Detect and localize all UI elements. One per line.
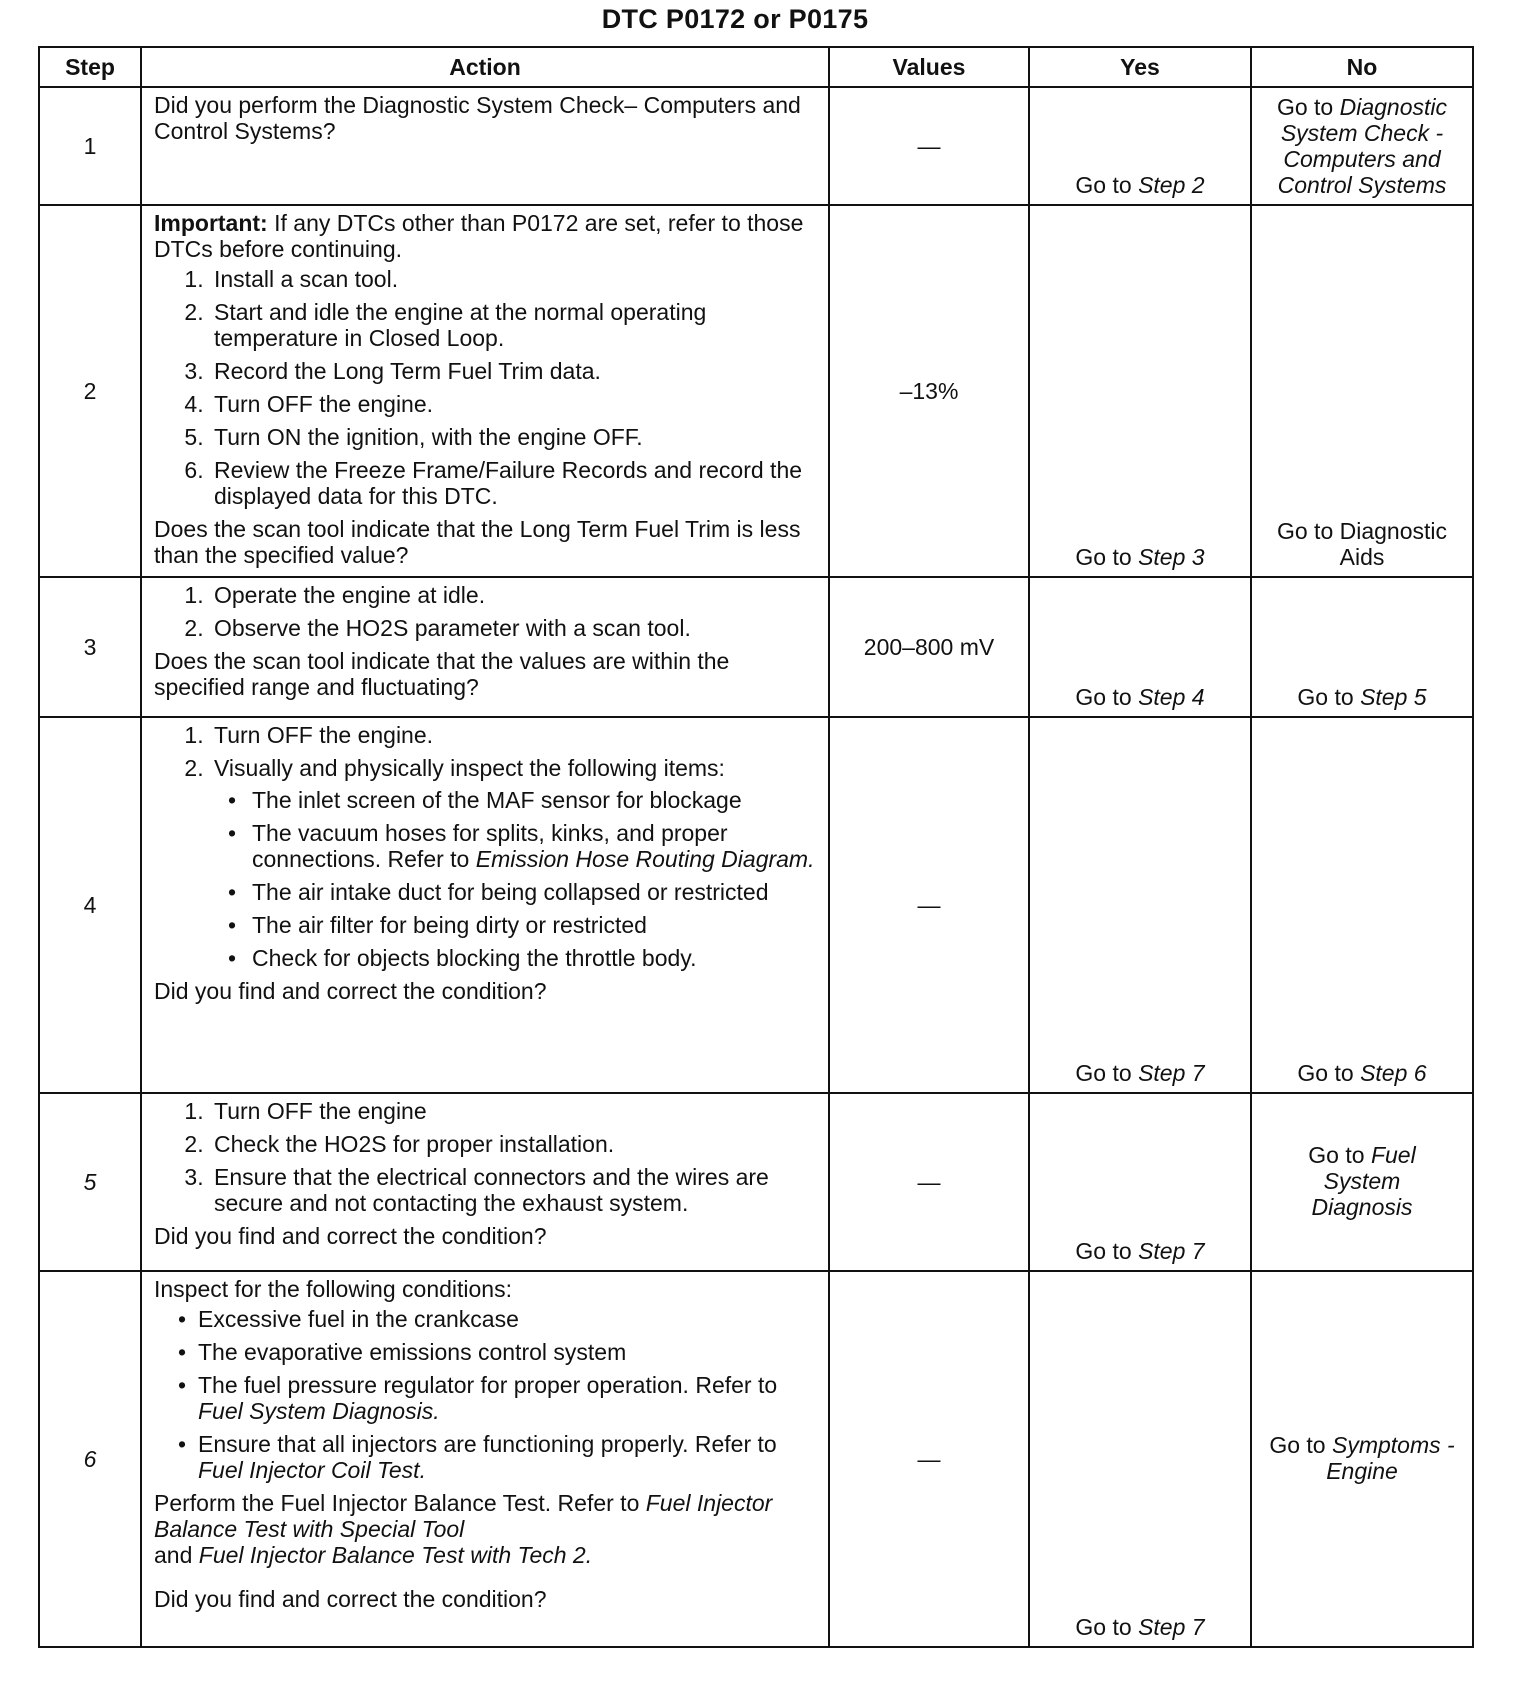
- value-cell: —: [829, 1271, 1029, 1647]
- header-no: No: [1251, 47, 1473, 87]
- step-number: 1: [39, 87, 141, 205]
- no-cell: [1251, 1271, 1473, 1647]
- table-row-step-3: [39, 577, 1473, 717]
- inspection-item: [248, 787, 820, 813]
- no-prefix: Go to: [1297, 684, 1361, 710]
- yes-cell: [1029, 1093, 1251, 1271]
- no-link[interactable]: Go to Diagnostic Aids: [1276, 518, 1448, 570]
- no-cell: [1251, 87, 1473, 205]
- yes-cell: [1029, 577, 1251, 717]
- reference-link[interactable]: Fuel Injector Coil Test.: [198, 1457, 426, 1483]
- no-link[interactable]: Step 6: [1360, 1060, 1427, 1086]
- yes-link[interactable]: Step 3: [1138, 544, 1205, 570]
- reference-link[interactable]: Fuel Injector Balance Test with Special Tool: [154, 1490, 773, 1542]
- no-link[interactable]: Fuel System Diagnosis: [1311, 1142, 1416, 1220]
- condition-item: [198, 1372, 820, 1424]
- action-question: Did you find and correct the condition?: [154, 978, 547, 1004]
- action-cell: [141, 87, 829, 205]
- step-number: 6: [39, 1271, 141, 1647]
- action-step: 5. Turn ON the ignition, with the engine OFF.: [210, 424, 820, 450]
- yes-prefix: Go to: [1075, 544, 1139, 570]
- yes-prefix: Go to: [1075, 1060, 1139, 1086]
- inspection-list: [214, 787, 820, 971]
- yes-cell: [1029, 205, 1251, 577]
- important-note: [154, 210, 820, 262]
- action-step: 6. Review the Freeze Frame/Failure Records and record the displayed data for this DTC.: [210, 457, 820, 509]
- step-number: 4: [39, 717, 141, 1093]
- yes-prefix: Go to: [1075, 1238, 1139, 1264]
- action-intro: Inspect for the following conditions:: [154, 1276, 512, 1302]
- condition-text: Ensure that all injectors are functioning properly. Refer to: [198, 1431, 777, 1457]
- no-link[interactable]: Step 5: [1360, 684, 1427, 710]
- table-row-step-1: [39, 87, 1473, 205]
- inspection-item: [248, 879, 820, 905]
- perform-text: Perform the Fuel Injector Balance Test. Refer to: [154, 1490, 646, 1516]
- inspection-item: [248, 912, 820, 938]
- header-action: Action: [141, 47, 829, 87]
- yes-cell: [1029, 1271, 1251, 1647]
- yes-prefix: Go to: [1075, 1614, 1139, 1640]
- value-cell: —: [829, 717, 1029, 1093]
- yes-prefix: Go to: [1075, 684, 1139, 710]
- inspection-item: [248, 945, 820, 971]
- no-cell: [1251, 1093, 1473, 1271]
- reference-link[interactable]: Emission Hose Routing Diagram.: [475, 846, 815, 872]
- action-step: [210, 755, 820, 971]
- action-cell: [141, 1093, 829, 1271]
- action-question: Does the scan tool indicate that the values are within the specified range and fluctuating?: [154, 648, 730, 700]
- reference-link[interactable]: Fuel Injector Balance Test with Tech 2.: [198, 1542, 593, 1568]
- yes-prefix: Go to: [1075, 172, 1139, 198]
- step-number: 2: [39, 205, 141, 577]
- action-step-text: Visually and physically inspect the following items:: [214, 755, 725, 781]
- value-cell: —: [829, 1093, 1029, 1271]
- header-row: [39, 47, 1473, 87]
- action-step: 4. Turn OFF the engine.: [210, 391, 820, 417]
- no-prefix: Go to: [1269, 1432, 1332, 1458]
- value-cell: —: [829, 87, 1029, 205]
- action-cell: [141, 1271, 829, 1647]
- action-step: 2. Observe the HO2S parameter with a scan tool.: [210, 615, 820, 641]
- header-step: Step: [39, 47, 141, 87]
- action-step: 1. Turn OFF the engine.: [210, 722, 820, 748]
- action-question: Did you perform the Diagnostic System Check– Computers and Control Systems?: [154, 92, 801, 144]
- no-link[interactable]: Symptoms - Engine: [1326, 1432, 1455, 1484]
- table-row-step-4: [39, 717, 1473, 1093]
- action-steps: [154, 266, 820, 509]
- condition-item: [198, 1339, 820, 1365]
- action-steps: [154, 582, 820, 641]
- action-question: Did you find and correct the condition?: [154, 1223, 547, 1249]
- no-link[interactable]: Diagnostic System Check - Computers and Control Systems: [1277, 94, 1448, 198]
- perform-instruction: [154, 1490, 820, 1568]
- condition-item: [198, 1431, 820, 1483]
- inspection-text: The air intake duct for being collapsed or restricted: [252, 879, 769, 905]
- inspection-text: The air filter for being dirty or restricted: [252, 912, 647, 938]
- spacer: [154, 1568, 820, 1586]
- yes-link[interactable]: Step 7: [1138, 1614, 1205, 1640]
- condition-item: [198, 1306, 820, 1332]
- header-yes: Yes: [1029, 47, 1251, 87]
- action-cell: [141, 205, 829, 577]
- action-question: Does the scan tool indicate that the Long Term Fuel Trim is less than the specified value?: [154, 516, 801, 568]
- yes-cell: [1029, 87, 1251, 205]
- action-step: 3. Record the Long Term Fuel Trim data.: [210, 358, 820, 384]
- step-number: 3: [39, 577, 141, 717]
- action-step: 2. Start and idle the engine at the normal operating temperature in Closed Loop.: [210, 299, 820, 351]
- no-prefix: Go to: [1297, 1060, 1361, 1086]
- table-row-step-6: [39, 1271, 1473, 1647]
- no-cell: [1251, 577, 1473, 717]
- condition-list: [154, 1306, 820, 1483]
- yes-link[interactable]: Step 4: [1138, 684, 1205, 710]
- action-cell: [141, 717, 829, 1093]
- perform-text: and: [154, 1542, 199, 1568]
- yes-link[interactable]: Step 7: [1138, 1238, 1205, 1264]
- yes-cell: [1029, 717, 1251, 1093]
- action-step: 2. Check the HO2S for proper installation.: [210, 1131, 820, 1157]
- action-cell: [141, 577, 829, 717]
- inspection-text: The vacuum hoses for splits, kinks, and proper connections. Refer to: [252, 820, 728, 872]
- action-step: 1. Install a scan tool.: [210, 266, 820, 292]
- reference-link[interactable]: Fuel System Diagnosis.: [198, 1398, 440, 1424]
- value-cell: 200–800 mV: [829, 577, 1029, 717]
- action-question: Did you find and correct the condition?: [154, 1586, 547, 1612]
- condition-text: The fuel pressure regulator for proper operation. Refer to: [198, 1372, 778, 1398]
- table-row-step-5: [39, 1093, 1473, 1271]
- step-number: 5: [39, 1093, 141, 1271]
- action-step: 1. Turn OFF the engine: [210, 1098, 820, 1124]
- condition-text: The evaporative emissions control system: [198, 1339, 627, 1365]
- important-label: Important:: [154, 210, 268, 236]
- no-prefix: Go to: [1308, 1142, 1371, 1168]
- yes-link[interactable]: Step 2: [1138, 172, 1205, 198]
- no-cell: [1251, 205, 1473, 577]
- diagnostic-table: [38, 46, 1474, 1648]
- action-steps: [154, 1098, 820, 1216]
- value-cell: –13%: [829, 205, 1029, 577]
- action-step: 3. Ensure that the electrical connectors and the wires are secure and not contacting the exhaust system.: [210, 1164, 820, 1216]
- important-text: If any DTCs other than P0172 are set, refer to those DTCs before continuing.: [154, 210, 804, 262]
- no-prefix: Go to: [1276, 94, 1340, 120]
- inspection-text: Check for objects blocking the throttle body.: [252, 945, 697, 971]
- header-values: Values: [829, 47, 1029, 87]
- condition-text: Excessive fuel in the crankcase: [198, 1306, 519, 1332]
- table-row-step-2: [39, 205, 1473, 577]
- action-step: 1. Operate the engine at idle.: [210, 582, 820, 608]
- inspection-item: [248, 820, 820, 872]
- no-cell: [1251, 717, 1473, 1093]
- yes-link[interactable]: Step 7: [1138, 1060, 1205, 1086]
- page-title: DTC P0172 or P0175: [601, 4, 869, 34]
- action-steps: [154, 722, 820, 971]
- inspection-text: The inlet screen of the MAF sensor for blockage: [252, 787, 742, 813]
